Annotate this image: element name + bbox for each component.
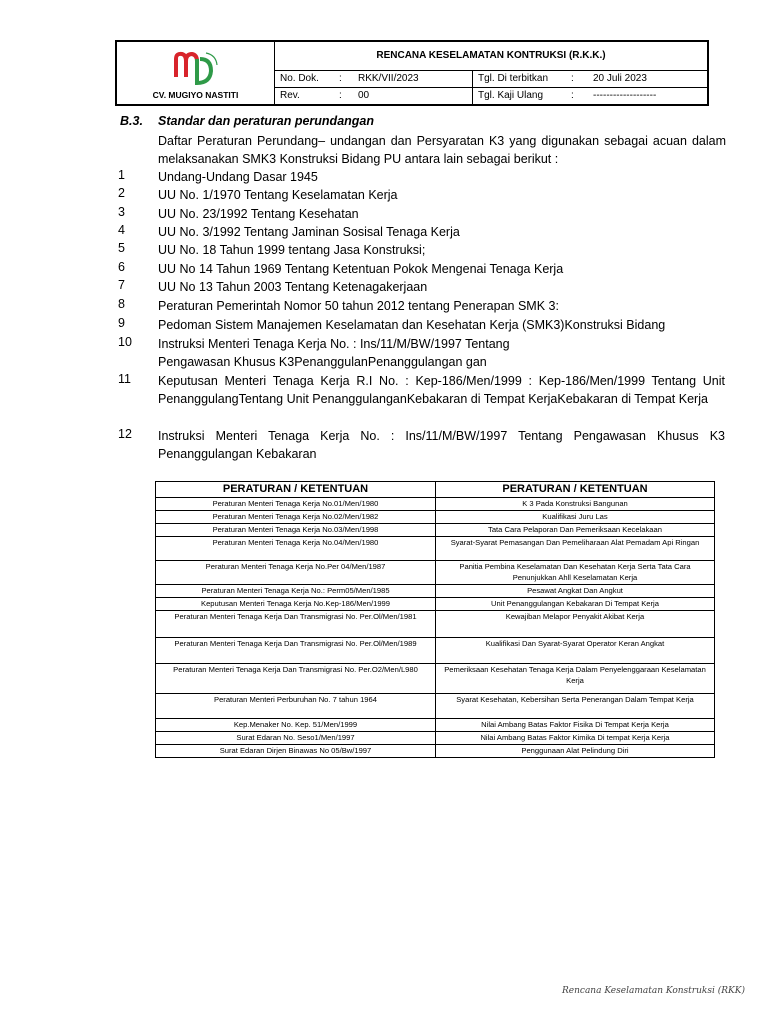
company-name: CV. MUGIYO NASTITI — [152, 90, 239, 100]
table-cell: Nilai Ambang Batas Faktor Kimika Di tempat Kerja Kerja — [436, 732, 715, 745]
page-footer: Rencana Keselamatan Konstruksi (RKK) — [562, 986, 745, 996]
list-item-number: 12 — [118, 427, 132, 441]
list-item: Undang-Undang Dasar 1945 — [158, 170, 318, 184]
no-dok-label: No. Dok. — [280, 73, 319, 84]
table-cell: Peraturan Menteri Perburuhan No. 7 tahun 1964 — [156, 694, 436, 719]
no-dok-value: RKK/VII/2023 — [358, 73, 419, 84]
list-item-number: 8 — [118, 297, 125, 311]
logo-cell — [117, 42, 275, 104]
list-item-number: 3 — [118, 205, 125, 219]
table-row — [156, 745, 715, 758]
tgl-terbit-colon: : — [571, 73, 574, 84]
table-cell: Kep.Menaker No. Kep. 51/Men/1999 — [156, 719, 436, 732]
table-row — [156, 561, 715, 585]
table-row — [156, 524, 715, 537]
table-row — [156, 664, 715, 694]
table-cell: Peraturan Menteri Tenaga Kerja No.: Perm05/Men/1985 — [156, 585, 436, 598]
table-cell: Peraturan Menteri Tenaga Kerja No.02/Men/1982 — [156, 511, 436, 524]
table-header-row — [156, 482, 715, 498]
table-cell: Peraturan Menteri Tenaga Kerja Dan Transmigrasi No. Per.Ol/Men/1989 — [156, 638, 436, 664]
table-row — [156, 719, 715, 732]
document-header — [115, 40, 709, 106]
table-cell: Kewajiban Melapor Penyakit Akibat Kerja — [436, 611, 715, 638]
table-cell: Penggunaan Alat Pelindung Diri — [436, 745, 715, 758]
list-item-number: 6 — [118, 260, 125, 274]
section-number: B.3. — [120, 114, 143, 128]
table-cell: Unit Penanggulangan Kebakaran Di Tempat Kerja — [436, 598, 715, 611]
list-item: UU No 14 Tahun 1969 Tentang Ketentuan Pokok Mengenai Tenaga Kerja — [158, 262, 564, 276]
table-row — [156, 694, 715, 719]
table-cell: Panitia Pembina Keselamatan Dan Kesehatan Kerja Serta Tata Cara Penunjukkan Ahll Keselamatan Kerja — [436, 561, 715, 585]
table-row — [156, 498, 715, 511]
list-item-number: 4 — [118, 223, 125, 237]
section-intro: Daftar Peraturan Perundang– undangan dan Persyaratan K3 yang digunakan sebagai acuan dalam melaksanakan SMK3 Konstruksi Bidang PU antara lain sebagai berikut : — [158, 134, 726, 166]
table-cell: Surat Edaran Dirjen Binawas No 05/Bw/1997 — [156, 745, 436, 758]
no-dok-colon: : — [339, 73, 342, 84]
table-row — [156, 598, 715, 611]
table-header-cell: PERATURAN / KETENTUAN — [436, 482, 715, 498]
list-item-number: 5 — [118, 241, 125, 255]
list-item: Pedoman Sistem Manajemen Keselamatan dan Kesehatan Kerja (SMK3)Konstruksi Bidang — [158, 318, 666, 332]
tgl-terbit-label: Tgl. Di terbitkan — [478, 73, 549, 84]
list-item: Instruksi Menteri Tenaga Kerja No. : Ins/11/M/BW/1997 Tentang — [158, 337, 510, 351]
list-item-number: 9 — [118, 316, 125, 330]
header-divider — [472, 71, 473, 104]
rev-value: 00 — [358, 90, 370, 101]
section-title: Standar dan peraturan perundangan — [158, 114, 375, 128]
header-row-2 — [275, 88, 707, 104]
rev-label: Rev. — [280, 90, 300, 101]
table-cell: Nilai Ambang Batas Faktor Fisika Di Tempat Kerja Kerja — [436, 719, 715, 732]
list-item-number: 2 — [118, 186, 125, 200]
rev-colon: : — [339, 90, 342, 101]
table-cell: Peraturan Menteri Tenaga Kerja No.Per 04/Men/1987 — [156, 561, 436, 585]
table-row — [156, 638, 715, 664]
list-item-number: 10 — [118, 335, 132, 349]
regulation-table — [155, 481, 715, 758]
table-cell: Peraturan Menteri Tenaga Kerja No.01/Men/1980 — [156, 498, 436, 511]
table-cell: Kualifikasi Dan Syarat-Syarat Operator Keran Angkat — [436, 638, 715, 664]
list-item-continuation: Pengawasan Khusus K3PenanggulanPenanggulangan gan — [158, 355, 487, 369]
list-item: Peraturan Pemerintah Nomor 50 tahun 2012 tentang Penerapan SMK 3: — [158, 299, 559, 313]
list-item-number: 7 — [118, 278, 125, 292]
table-row — [156, 732, 715, 745]
list-item: Keputusan Menteri Tenaga Kerja R.I No. : Kep-186/Men/1999 : Kep-186/Men/1999 Tentang Unit PenanggulangTentang Unit PenanggulanganKebakaran di Tempat KerjaKebakaran di Tempat Kerja — [158, 374, 725, 406]
table-row — [156, 511, 715, 524]
tgl-terbit-value: 20 Juli 2023 — [593, 73, 647, 84]
table-row — [156, 611, 715, 638]
table-cell: K 3 Pada Konstruksi Bangunan — [436, 498, 715, 511]
table-cell: Peraturan Menteri Tenaga Kerja No.03/Men/1998 — [156, 524, 436, 537]
document-title: RENCANA KESELAMATAN KONTRUKSI (R.K.K.) — [275, 42, 707, 71]
list-item-number: 11 — [118, 372, 131, 386]
list-item: UU No. 23/1992 Tentang Kesehatan — [158, 207, 359, 221]
table-cell: Syarat Kesehatan, Kebersihan Serta Penerangan Dalam Tempat Kerja — [436, 694, 715, 719]
tgl-kaji-value: ------------------- — [593, 90, 657, 101]
list-item-number: 1 — [118, 168, 125, 182]
tgl-kaji-colon: : — [571, 90, 574, 101]
list-item: UU No. 18 Tahun 1999 tentang Jasa Konstruksi; — [158, 243, 426, 257]
table-cell: Peraturan Menteri Tenaga Kerja Dan Transmigrasi No. Per.Ol/Men/1981 — [156, 611, 436, 638]
header-row-1 — [275, 71, 707, 88]
table-cell: Peraturan Menteri Tenaga Kerja No.04/Men/1980 — [156, 537, 436, 561]
table-header-cell: PERATURAN / KETENTUAN — [156, 482, 436, 498]
table-cell: Tata Cara Pelaporan Dan Pemeriksaan Kecelakaan — [436, 524, 715, 537]
tgl-kaji-label: Tgl. Kaji Ulang — [478, 90, 544, 101]
table-row — [156, 585, 715, 598]
table-cell: Syarat-Syarat Pemasangan Dan Pemeliharaan Alat Pemadam Api Ringan — [436, 537, 715, 561]
table-cell: Peraturan Menteri Tenaga Kerja Dan Transmigrasi No. Per.O2/Men/L980 — [156, 664, 436, 694]
table-cell: Pemeriksaan Kesehatan Tenaga Kerja Dalam Penyelenggaraan Keselamatan Kerja — [436, 664, 715, 694]
table-cell: Keputusan Menteri Tenaga Kerja No.Kep-186/Men/1999 — [156, 598, 436, 611]
list-item: UU No. 1/1970 Tentang Keselamatan Kerja — [158, 188, 398, 202]
table-cell: Pesawat Angkat Dan Angkut — [436, 585, 715, 598]
table-cell: Surat Edaran No. Seso1/Men/1997 — [156, 732, 436, 745]
company-logo-icon — [170, 47, 222, 91]
table-cell: Kualifikasi Juru Las — [436, 511, 715, 524]
list-item: Instruksi Menteri Tenaga Kerja No. : Ins/11/M/BW/1997 Tentang Pengawasan Khusus K3 Penanggulangan Kebakaran — [158, 429, 725, 461]
list-item: UU No. 3/1992 Tentang Jaminan Sosisal Tenaga Kerja — [158, 225, 460, 239]
list-item: UU No 13 Tahun 2003 Tentang Ketenagakerjaan — [158, 280, 428, 294]
table-row — [156, 537, 715, 561]
